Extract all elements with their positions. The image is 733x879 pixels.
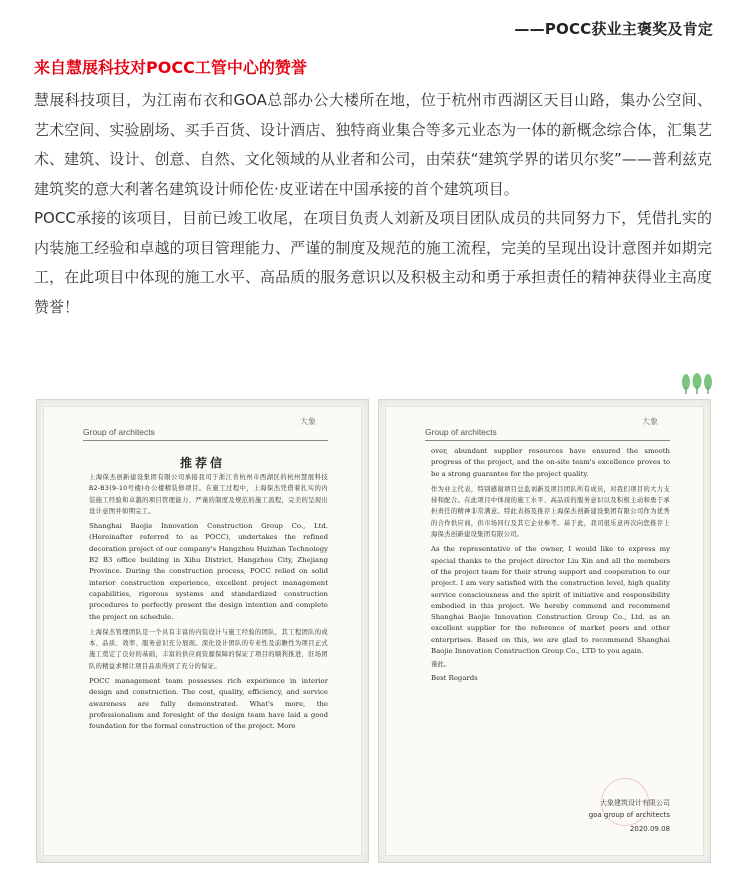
- section-title: 来自慧展科技对POCC工管中心的赞誉: [34, 58, 307, 77]
- recommendation-letter-page-2: [378, 399, 711, 863]
- letter-right-en-1: over, abundant supplier resources have ensured the smooth progress of the project, and the on-site team's excellence proves to be a strong guarantee for the project quality.: [431, 447, 670, 478]
- signature-company-zh: 大象建筑设计有限公司: [600, 799, 670, 807]
- paragraph-1: 慧展科技项目，为江南布衣和GOA总部办公大楼所在地，位于杭州市西湖区天目山路，集办公空间、艺术空间、实验剧场、买手百货、设计酒店、独特商业集合等多元业态为一体的新概念综合体，汇集艺术、建筑、设计、创意、自然、文化领域的从业者和公司，由荣获“建筑学界的诺贝尔奖”——普利兹克建筑奖的意大利著名建筑设计师伦佐·皮亚诺在中国承接的首个建筑项目。: [34, 91, 712, 198]
- letter-right-zh-3: 谨此。: [431, 661, 451, 669]
- letter-right-en-2: As the representative of the owner, I would like to express my special thanks to the project director Liu Xin and all the members of the project team for their strong support and cooperation to our project. I am very satisfied with the construction level, high quality service consciousness and the spirit of initiative and responsibility embodied in this project. We hereby commend and recommend Shanghai Baojie Innovation Construction Group Co., Ltd. as an excellent supplier for the reference of market peers and other enterprises. Based on this, we are glad to recommend Shanghai Baojie Innovation Construction Group Co., LTD to you again.: [431, 545, 670, 656]
- letter-right-zh-1: 作为业主代表，特别感谢项目总监刘新及项目团队所有成员，对我们项目的大力支持和配合。在此项目中体现的施工水平、高品质的服务意识以及积极主动和勇于承担责任的精神非常满意。特此表扬及推荐上海保杰创新建设集团有限公司作为优秀的合作供应商，供市场同行及其它企业参考。基于此，我司很乐意再次向您推荐上海保杰创新建设集团有限公司。: [431, 485, 670, 539]
- letter-left-body: [89, 472, 328, 733]
- letterhead-org: Group of architects: [83, 427, 155, 437]
- letter-left-zh-2: 上海保杰管理团队是一个具有丰富的内装设计与施工经验的团队，其工程团队的成本、品质、效率、服务意识充分展现。深化设计团队的专业性及前瞻性为项目正式施工奠定了良好的基础，丰富的供应商资源保障的保证了项目的顺利推进，驻场团队的精益求精让项目品质得到了充分的保证。: [89, 628, 328, 670]
- body-text: [34, 86, 712, 322]
- letterhead-rule: [425, 440, 670, 441]
- letterhead-rule: [83, 440, 328, 441]
- signature-company-en: goa group of architects: [588, 811, 670, 819]
- letter-title: 推荐信: [179, 456, 225, 470]
- letterhead-logo: 大象: [642, 417, 658, 426]
- letterhead-org: Group of architects: [425, 427, 497, 437]
- letterhead-logo: 大象: [300, 417, 316, 426]
- letter-right-body: [431, 446, 670, 684]
- letter-left-en-2: POCC management team possesses rich experience in interior design and construction. The cost, quality, efficiency, and service awareness are fully demonstrated. What's more, the professionalism and foresight of the design team have laid a good foundation for the formal construction of the project. More: [89, 677, 328, 731]
- recommendation-letter-page-1: [36, 399, 369, 863]
- letter-left-zh-1: 上海保杰创新建设集团有限公司承接我司于浙江省杭州市西湖区的杭州慧展科技B2-B3(9-10号楼)办公楼精装修项目。在施工过程中，上海保杰凭借着扎实的内装施工经验和卓越的项目管理能力、严谨的制度及规范的施工流程，完美的呈现出设计意图并如期完工。: [89, 474, 328, 515]
- trees-icon: [680, 373, 714, 395]
- paragraph-2: POCC承接的该项目，目前已竣工收尾，在项目负责人刘新及项目团队成员的共同努力下，凭借扎实的内装施工经验和卓越的项目管理能力、严谨的制度及规范的施工流程，完美的呈现出设计意图并如期完工，在此项目中体现的施工水平、高品质的服务意识以及积极主动和勇于承担责任的精神获得业主高度赞誉！: [34, 209, 712, 316]
- letter-left-en-1: Shanghai Baojie Innovation Construction Group Co., Ltd. (Hereinafter referred to as POCC), undertakes the refined decoration project of our company's Hangzhou Huizhan Technology B2 B3 office building in Xihu District, Hangzhou City, Zhejiang Province. During the construction process, POCC relied on solid interior construction experience, excellent project management capabilities, rigorous systems and standardized construction procedures to perfectly present the design intention and complete the project on schedule.: [89, 522, 328, 621]
- signature-date: 2020.09.08: [629, 825, 670, 833]
- letter-right-closing: Best Regards: [431, 673, 478, 682]
- heading-right: ——POCC获业主褒奖及肯定: [514, 20, 713, 38]
